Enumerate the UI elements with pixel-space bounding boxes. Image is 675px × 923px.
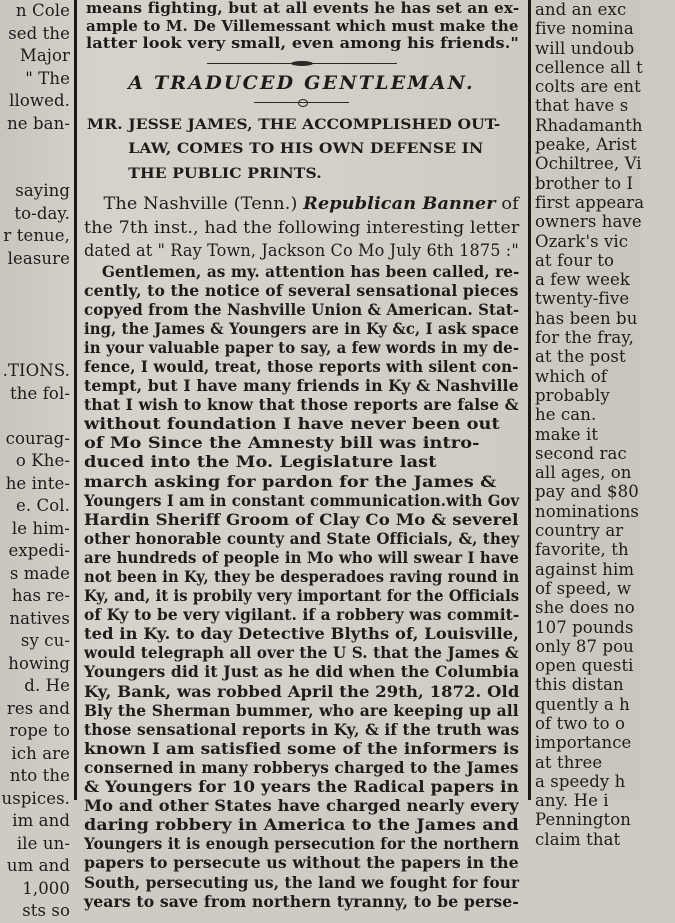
right-column-line: at four to	[535, 250, 615, 270]
right-column-line: second rac	[535, 443, 627, 463]
left-column-line: im and	[12, 811, 70, 830]
right-column-line: nominations	[535, 501, 639, 521]
letter-line: papers to persecute us without the papers in the	[84, 854, 519, 873]
letter-line: conserned in many robberys charged to the James	[84, 758, 519, 777]
left-column-line: expedi-	[8, 541, 70, 560]
left-column-line: ne ban-	[7, 113, 70, 133]
divider-knot	[298, 99, 308, 107]
right-column-line: open questi	[535, 656, 634, 676]
ornamental-divider-top	[207, 61, 397, 66]
letter-line: are hundreds of people in Mo who will swear I have	[84, 548, 519, 567]
left-column-line	[0, 270, 70, 293]
center-column-article	[80, 0, 523, 911]
right-column-line: colts are ent	[535, 77, 641, 97]
intro-line: dated at " Ray Town, Jackson Co Mo July 6th 1875 :"	[84, 241, 519, 260]
divider-knot	[291, 61, 313, 66]
letter-line: ing, the James & Youngers are in Ky &c, I ask space	[84, 319, 520, 338]
right-column-line: owners have	[535, 212, 642, 232]
right-column-line: Rhadamanth	[535, 115, 643, 135]
letter-line: without foundation I have never been out	[84, 415, 500, 434]
left-column-line: Major	[19, 46, 70, 65]
previous-article-line: ample to M. De Villemessant which must make the	[86, 16, 519, 35]
letter-line: Hardin Sheriff Groom of Clay Co Mo & severel	[84, 510, 519, 529]
letter-line: in your valuable paper to say, a few words in my de-	[84, 338, 520, 357]
letter-line: cently, to the notice of several sensational pieces	[84, 281, 519, 300]
right-column-line: all ages, on	[535, 463, 632, 483]
letter-line: Ky, and, it is probily very important for the Officials	[84, 587, 520, 606]
letter-line: known I am satisfied some of the informers is	[84, 739, 520, 758]
left-column-line: sy cu-	[20, 631, 70, 650]
article-headline: A TRADUCED GENTLEMAN.	[128, 71, 475, 94]
left-column-line: sts so	[22, 901, 70, 920]
right-column-line: peake, Arist	[535, 135, 637, 155]
right-column-line: for the fray,	[535, 328, 634, 348]
intro-text: of	[495, 194, 519, 213]
left-column-line: 1,000	[22, 878, 70, 898]
right-column-line: cellence all t	[535, 57, 643, 77]
newspaper-name: Republican Banner	[303, 194, 496, 213]
article-body	[80, 186, 523, 912]
left-column-line: courag-	[5, 428, 70, 448]
right-column-line: this distan	[535, 675, 624, 695]
article-subheadline	[80, 113, 523, 187]
article-intro	[84, 192, 519, 263]
letter-line: tempt, but I have many friends in Ky & Nashville	[84, 377, 519, 396]
letter-line: years to save from northern tyranny, to be perse-	[84, 892, 519, 911]
letter-line: of Mo Since the Amnesty bill was intro-	[84, 434, 480, 453]
right-column-line: she does no	[535, 598, 635, 618]
previous-article-line: means fighting, but at all events he has set an ex-	[86, 0, 520, 17]
left-column-line	[0, 338, 70, 361]
right-column-line: against him	[535, 559, 635, 579]
left-column-line: d. He	[24, 676, 70, 695]
right-column-line: will undoub	[535, 38, 635, 58]
right-column-fragment	[535, 0, 675, 849]
right-column-line: importance	[535, 733, 632, 753]
right-column-line: country ar	[535, 521, 624, 541]
left-column-line: n Cole	[15, 1, 70, 20]
letter-line: Gentlemen, as my. attention has been called, re-	[101, 262, 520, 281]
letter-line: Mo and other States have charged nearly every	[84, 797, 519, 816]
left-column-line: to-day.	[14, 203, 70, 223]
previous-article-line: latter look very small, even among his friends."	[86, 34, 519, 52]
subheadline-line: MR. JESSE JAMES, THE ACCOMPLISHED OUT-	[86, 116, 501, 133]
right-column-line: five nomina	[535, 19, 634, 39]
right-column-line: which of	[535, 366, 607, 386]
right-column-line: at three	[535, 752, 603, 772]
right-column-line: Ozark's vic	[535, 231, 629, 251]
letter-line: Youngers it is enough persecution for the northern	[84, 835, 520, 854]
left-column-line: ile un-	[16, 833, 70, 853]
left-column-line	[0, 293, 70, 316]
letter-line: would telegraph all over the U S. that the James &	[84, 644, 519, 663]
left-column-line	[0, 158, 70, 181]
right-column-line: he can.	[535, 405, 597, 425]
letter-line: ted in Ky. to day Detective Blyths of, Louisville,	[84, 625, 520, 644]
left-column-line: he inte-	[5, 473, 70, 493]
left-column-line: um and	[6, 856, 70, 875]
left-column-fragment	[0, 0, 70, 920]
left-column-line: rope to	[9, 721, 70, 740]
right-column-line: only 87 pou	[535, 636, 634, 656]
left-column-line: le him-	[11, 518, 70, 538]
left-column-line: e. Col.	[15, 496, 70, 515]
left-column-line: nto the	[9, 766, 70, 785]
right-column-line: a speedy h	[535, 771, 626, 791]
letter-line: Ky, Bank, was robbed April the 29th, 1872. Old	[84, 682, 520, 701]
right-column-line: make it	[535, 424, 599, 444]
subheadline-line: LAW, COMES TO HIS OWN DEFENSE IN	[128, 141, 484, 157]
letter-line: daring robbery in America to the James and	[84, 816, 519, 835]
left-column-line: sed the	[8, 23, 70, 43]
left-column-line: the fol-	[10, 383, 70, 403]
letter-line: that I wish to know that those reports are false &	[84, 396, 519, 415]
letter-line: other honorable county and State Officials, &, they	[84, 529, 520, 548]
intro-text: The Nashville (Tenn.)	[103, 194, 304, 213]
letter-line: of Ky to be very vigilant. if a robbery was commit-	[84, 606, 520, 625]
right-column-line: of speed, w	[535, 578, 632, 598]
left-column-line: o Khe-	[15, 451, 70, 470]
letter-line: South, persecuting us, the land we fought for four	[84, 873, 520, 892]
left-column-line: leasure	[7, 248, 70, 268]
jesse-james-letter	[84, 263, 519, 912]
left-column-line: has re-	[11, 586, 70, 605]
left-column-line: .TIONS.	[2, 361, 70, 380]
right-column-line: any. He i	[535, 791, 609, 811]
right-column-line: a few week	[535, 270, 630, 290]
right-column-line: 107 pounds	[535, 617, 634, 637]
right-column-line: Ochiltree, Vi	[535, 154, 642, 174]
letter-line: not been in Ky, they be desperadoes raving round in	[84, 568, 520, 586]
letter-line: those sensational reports in Ky, & if the truth was	[84, 720, 520, 739]
letter-line: & Youngers for 10 years the Radical papers in	[84, 778, 519, 797]
right-column-line: quently a h	[535, 694, 630, 714]
left-column-line: " The	[25, 68, 70, 88]
intro-line: the 7th inst., had the following interesting letter	[84, 217, 520, 237]
letter-line: fence, I would, treat, those reports with silent con-	[84, 357, 519, 376]
letter-line: duced into the Mo. Legislature last	[84, 453, 437, 472]
left-column-line	[0, 315, 70, 338]
letter-line: copyed from the Nashville Union & American. Stat-	[84, 300, 520, 319]
left-column-line	[0, 405, 70, 428]
right-column-line: of two to o	[535, 713, 626, 733]
right-column-line: pay and $80	[535, 482, 639, 502]
previous-article-tail	[80, 0, 523, 53]
ornamental-divider-small	[254, 100, 349, 105]
column-rule-right	[528, 0, 531, 800]
left-column-line	[0, 135, 70, 158]
letter-line: Youngers I am in constant communication.with Gov	[84, 491, 520, 510]
right-column-line: twenty-five	[535, 289, 630, 309]
left-column-line: saying	[15, 181, 70, 200]
right-column-line: Pennington	[535, 810, 632, 830]
subheadline-line: THE PUBLIC PRINTS.	[128, 165, 322, 182]
right-column-line: that have s	[535, 96, 629, 116]
right-column-line: first appeara	[535, 192, 645, 212]
left-column-line: howing	[8, 653, 70, 673]
left-column-line: uspices.	[1, 788, 70, 808]
intro-line	[84, 192, 556, 216]
left-column-line: natives	[9, 608, 70, 628]
column-rule-left	[74, 0, 77, 800]
left-column-line: s made	[9, 563, 70, 583]
right-column-line: brother to I	[535, 173, 634, 193]
right-column-line: has been bu	[535, 308, 638, 328]
left-column-line: r tenue,	[3, 226, 70, 245]
right-column-line: and an exc	[535, 0, 627, 19]
left-column-line: ich are	[11, 743, 70, 763]
right-column-line: at the post	[535, 347, 626, 367]
right-column-line: probably	[535, 385, 610, 405]
letter-line: Youngers did it Just as he did when the Columbia	[84, 663, 520, 682]
letter-line: Bly the Sherman bummer, who are keeping up all	[84, 701, 519, 720]
right-column-line: claim that	[535, 829, 621, 849]
left-column-line: llowed.	[9, 91, 70, 110]
letter-line: march asking for pardon for the James &	[84, 472, 497, 491]
left-column-line: res and	[6, 698, 70, 718]
right-column-line: favorite, th	[535, 540, 629, 560]
